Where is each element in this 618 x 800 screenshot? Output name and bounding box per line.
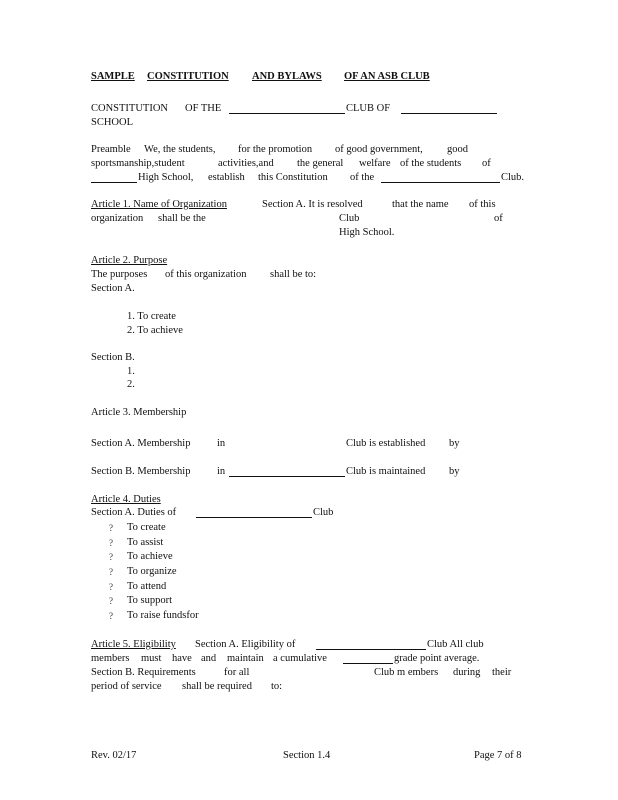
bullet-icon: ? [109,523,113,533]
article5-text: during [453,667,481,678]
header-club-of: CLUB OF [346,103,391,114]
club-blank[interactable] [381,172,500,183]
list-item: To assist [127,537,164,548]
bullet-icon: ? [109,611,113,621]
article3-heading: Article 3. Membership [91,407,187,418]
article5-text: shall be required [182,681,252,692]
bullet-icon: ? [109,552,113,562]
article1-text: Section A. It is resolved [262,199,363,210]
footer-page-number: Page 7 of 8 [474,750,522,761]
preamble-text: activities,and [218,158,274,169]
list-item: To achieve [127,551,173,562]
article3-text: Section B. Membership [91,466,191,477]
preamble-text: establish [208,172,245,183]
article3-text: Section A. Membership [91,438,191,449]
footer-section: Section 1.4 [283,750,331,761]
preamble-text: welfare [359,158,391,169]
bullet-icon: ? [109,582,113,592]
list-item: 1. [127,366,135,377]
article2-section-b: Section B. [91,352,135,363]
preamble-text: for the promotion [238,144,313,155]
article5-text: maintain [227,653,264,664]
article5-text: Club All club [427,639,484,650]
title-sample: SAMPLE [91,71,135,82]
article1-text: that the name [392,199,449,210]
article5-text: members [91,653,130,664]
preamble-text: Club. [501,172,525,183]
bullet-icon: ? [109,596,113,606]
header-school: SCHOOL [91,117,134,128]
article3-text: in [217,438,226,449]
article1-text: organization [91,213,144,224]
preamble-text: good [447,144,468,155]
preamble-text: of [482,158,491,169]
article2-section-a: Section A. [91,283,135,294]
list-item: To support [127,595,173,606]
gpa-blank[interactable] [343,653,393,664]
article1-text: High School. [339,227,395,238]
article5-text: must [141,653,162,664]
list-item: To create [127,522,166,533]
article1-heading: Article 1. Name of Organization [91,199,227,210]
preamble-text: of the [350,172,375,183]
article1-text: shall be the [158,213,206,224]
article5-text: their [492,667,512,678]
article5-text: Club m embers [374,667,439,678]
list-item: To attend [127,581,167,592]
list-item: 1. To create [127,311,176,322]
article4-text: Section A. Duties of [91,507,177,518]
article2-text: shall be to: [270,269,317,280]
title-and-bylaws: AND BYLAWS [252,71,322,82]
list-item: 2. To achieve [127,325,183,336]
article1-text: Club [339,213,360,224]
preamble-text: this Constitution [258,172,328,183]
article2-text: The purposes [91,269,148,280]
article5-text: to: [271,681,283,692]
article5-text: Section B. Requirements [91,667,196,678]
article3-text: Club is maintained [346,466,426,477]
article4-heading: Article 4. Duties [91,494,161,505]
article3-text: in [217,466,226,477]
membership-club-blank[interactable] [229,466,345,477]
preamble-text: High School, [138,172,194,183]
preamble-text: of good government, [335,144,423,155]
high-school-blank[interactable] [91,172,137,183]
article5-text: Section A. Eligibility of [195,639,296,650]
article2-heading: Article 2. Purpose [91,255,168,266]
title-of-an-asb-club: OF AN ASB CLUB [344,71,430,82]
bullet-icon: ? [109,567,113,577]
article5-heading: Article 5. Eligibility [91,639,176,650]
article5-text: a cumulative [273,653,327,664]
preamble-text: the general [297,158,344,169]
footer-revision: Rev. 02/17 [91,750,137,761]
article3-text: by [449,466,460,477]
eligibility-club-blank[interactable] [316,639,426,650]
article4-text: Club [313,507,334,518]
preamble-text: sportsmanship,student [91,158,185,169]
article3-text: by [449,438,460,449]
article5-text: and [201,653,217,664]
list-item: To organize [127,566,177,577]
article5-text: grade point average. [394,653,480,664]
article5-text: period of service [91,681,162,692]
list-item: To raise fundsfor [127,610,199,621]
header-constitution: CONSTITUTION [91,103,168,114]
article5-text: for all [224,667,250,678]
header-of-the: OF THE [185,103,222,114]
preamble-label: Preamble [91,144,131,155]
article1-text: of this [469,199,496,210]
article5-text: have [172,653,192,664]
title-constitution: CONSTITUTION [147,71,229,82]
preamble-text: We, the students, [144,144,216,155]
club-name-blank[interactable] [229,103,345,114]
article2-text: of this organization [165,269,247,280]
article3-text: Club is established [346,438,426,449]
list-item: 2. [127,379,135,390]
duties-club-blank[interactable] [196,507,312,518]
article1-text: of [494,213,503,224]
bullet-icon: ? [109,538,113,548]
preamble-text: of the students [400,158,462,169]
school-name-blank[interactable] [401,103,497,114]
